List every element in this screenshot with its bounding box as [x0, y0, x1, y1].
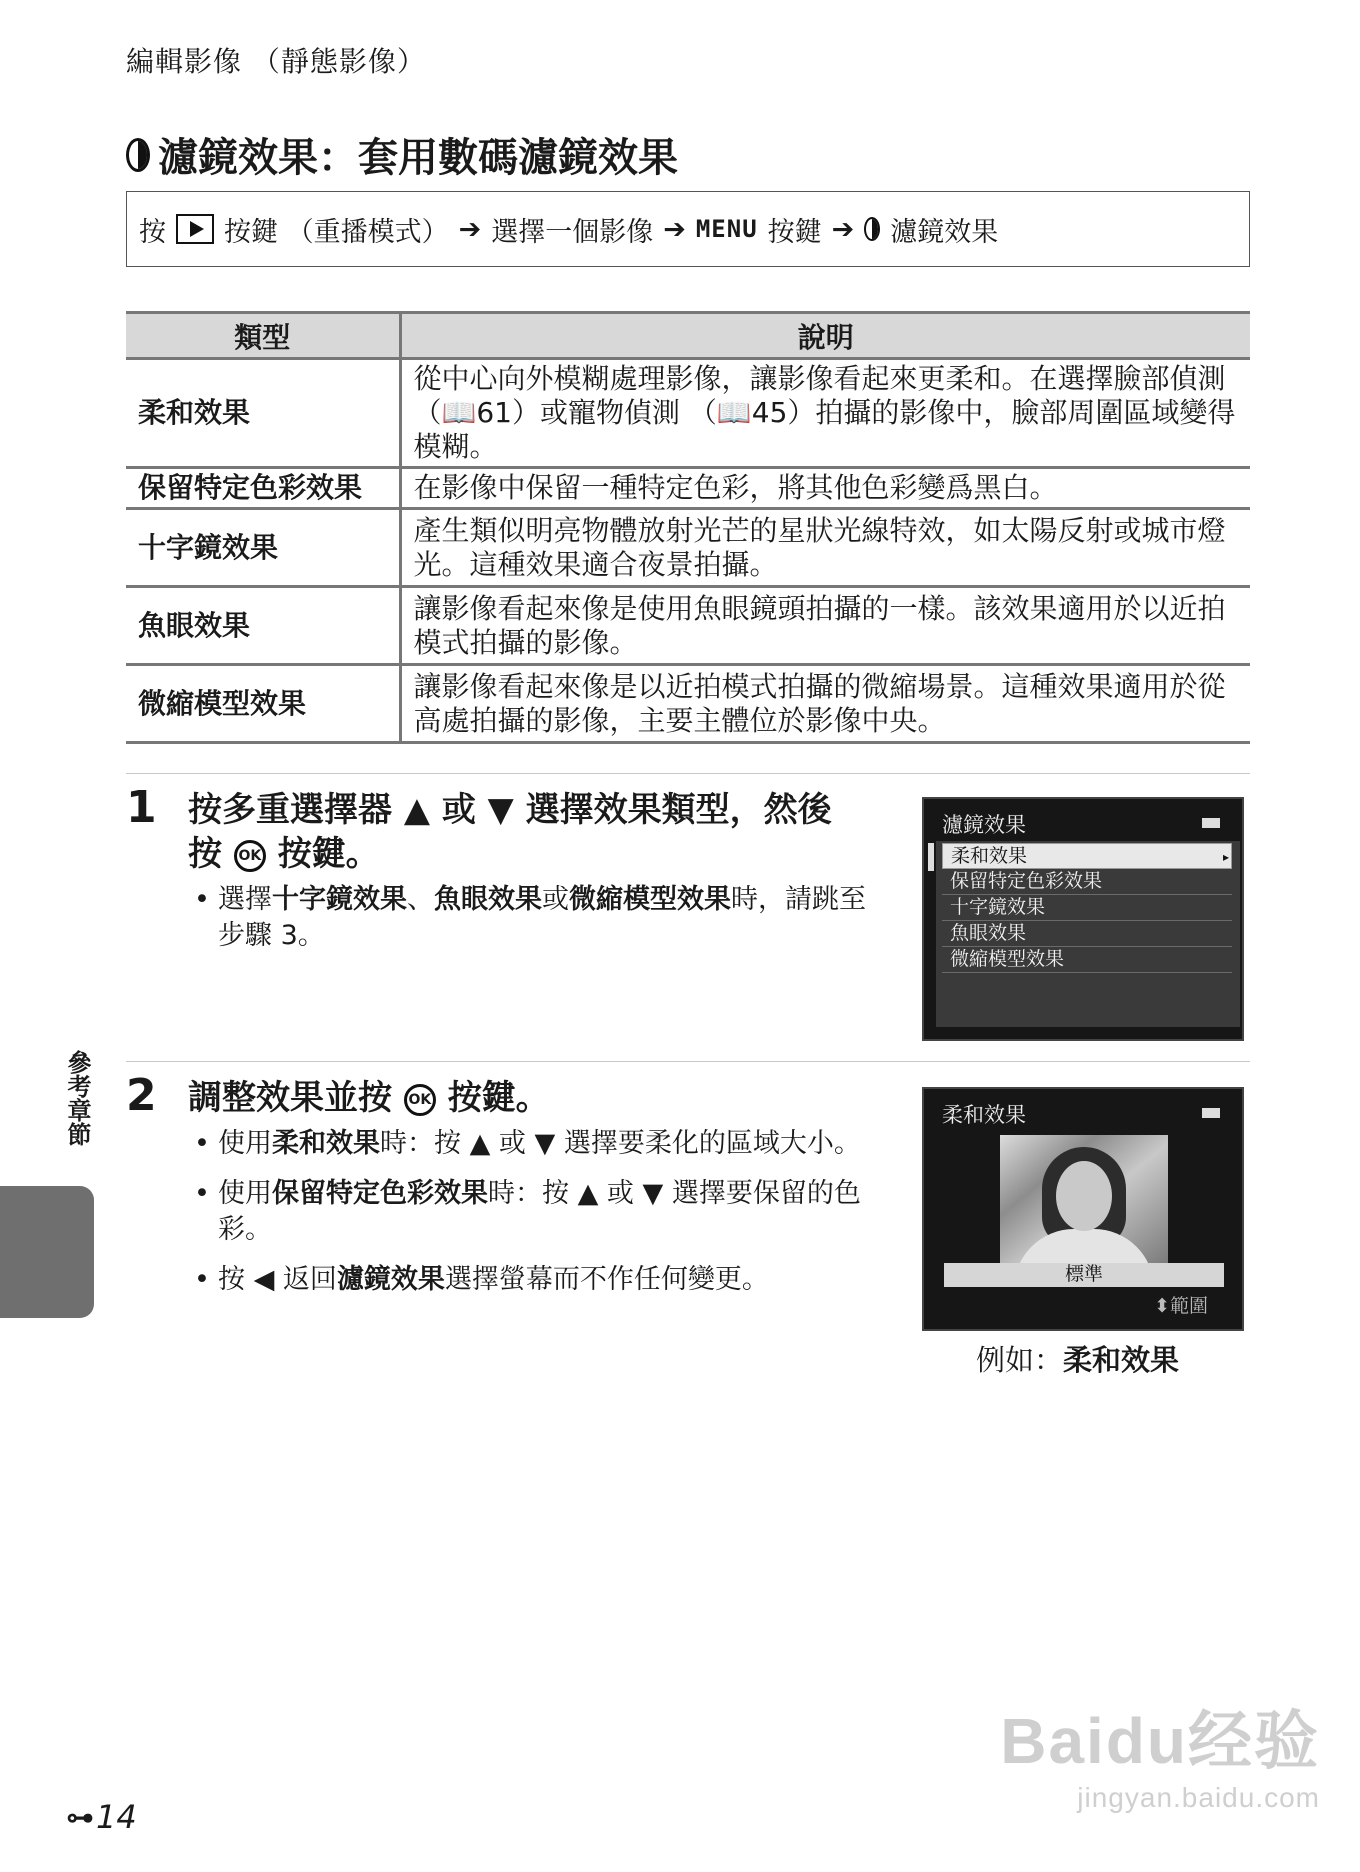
type-cell: 十字鏡效果	[126, 509, 400, 587]
filter-effects-icon	[126, 138, 150, 172]
section-title	[126, 126, 678, 183]
table-row	[126, 468, 1250, 509]
screen-caption: 例如：柔和效果	[976, 1343, 1180, 1377]
nav-key-playback: 按鍵 （重播模式）	[224, 216, 449, 248]
step-1-key: 按鍵。	[277, 834, 380, 874]
range-hint: ⬍範圍	[1154, 1296, 1208, 1317]
nav-filter-effects: 濾鏡效果	[890, 216, 999, 248]
screen-title: 濾鏡效果	[942, 814, 1026, 837]
scroll-indicator	[928, 843, 934, 871]
effect-level-bar[interactable]: 標準	[944, 1263, 1224, 1287]
nav-select-image: 選擇一個影像	[491, 216, 654, 248]
list-item: • 選擇十字鏡效果、魚眼效果或微縮模型效果時，請跳至步驟 3。	[192, 882, 892, 954]
nav-press: 按	[139, 216, 166, 248]
filter-effects-icon	[864, 217, 880, 241]
step-1-number: 1	[126, 782, 157, 833]
type-cell: 保留特定色彩效果	[126, 468, 400, 509]
step-1-instruction	[188, 788, 888, 876]
section-divider	[126, 1061, 1250, 1062]
column-header-description: 說明	[400, 313, 1250, 359]
step-2-number: 2	[126, 1070, 157, 1121]
list-item: • 使用柔和效果時：按 ▲ 或 ▼ 選擇要柔化的區域大小。	[192, 1126, 892, 1162]
step-2-text: 調整效果並按	[188, 1078, 392, 1118]
menu-item-selective-color[interactable]: 保留特定色彩效果	[942, 869, 1232, 895]
list-item: • 按 ◀ 返回濾鏡效果選擇螢幕而不作任何變更。	[192, 1262, 892, 1298]
step-1-press: 按	[188, 834, 222, 874]
arrow-icon: ➔	[831, 213, 855, 245]
chapter-tab-label: 參考章節	[63, 1050, 91, 1146]
arrow-icon: ➔	[663, 213, 686, 245]
step-2-notes	[192, 1126, 892, 1312]
step-2-key: 按鍵。	[447, 1078, 550, 1118]
watermark-logo: Baidu经验	[1000, 1705, 1320, 1777]
nav-key-menu: 按鍵	[767, 216, 822, 248]
table-row	[126, 665, 1250, 743]
page-number-value: 14	[96, 1798, 137, 1836]
section-title-text: 濾鏡效果：套用數碼濾鏡效果	[158, 135, 678, 181]
table-row	[126, 509, 1250, 587]
battery-icon	[1202, 1108, 1220, 1118]
description-cell: 從中心向外模糊處理影像，讓影像看起來更柔和。在選擇臉部偵測 （📖61）或寵物偵測 （📖45）拍攝的影像中，臉部周圍區域變得模糊。	[400, 359, 1250, 468]
type-cell: 柔和效果	[126, 359, 400, 468]
playback-button-icon	[176, 214, 214, 244]
ok-button-icon: OK	[404, 1084, 436, 1116]
nav-menu-label: MENU	[695, 215, 758, 243]
description-cell: 讓影像看起來像是以近拍模式拍攝的微縮場景。這種效果適用於從高處拍攝的影像，主要主體位於影像中央。	[400, 665, 1250, 743]
description-cell: 在影像中保留一種特定色彩，將其他色彩變爲黑白。	[400, 468, 1250, 509]
type-cell: 魚眼效果	[126, 587, 400, 665]
ok-button-icon: OK	[234, 840, 266, 872]
section-divider	[126, 773, 1250, 774]
filter-types-table	[126, 311, 1250, 744]
column-header-type: 類型	[126, 313, 400, 359]
description-cell: 產生類似明亮物體放射光芒的星狀光線特效，如太陽反射或城市燈光。這種效果適合夜景拍攝。	[400, 509, 1250, 587]
watermark	[1000, 1690, 1320, 1814]
chapter-tab	[0, 1186, 94, 1318]
menu-item-fisheye[interactable]: 魚眼效果	[942, 921, 1232, 947]
step-1-line-2	[188, 832, 888, 876]
camera-screen-soft-effect	[922, 1087, 1244, 1331]
list-item: • 使用保留特定色彩效果時：按 ▲ 或 ▼ 選擇要保留的色彩。	[192, 1176, 892, 1248]
menu-item-soft[interactable]: 柔和效果 ▸	[942, 843, 1232, 869]
table-row	[126, 587, 1250, 665]
step-2-instruction	[188, 1076, 888, 1120]
preview-photo	[1000, 1135, 1168, 1265]
description-cell: 讓影像看起來像是使用魚眼鏡頭拍攝的一樣。該效果適用於以近拍模式拍攝的影像。	[400, 587, 1250, 665]
menu-item-cross-screen[interactable]: 十字鏡效果	[942, 895, 1232, 921]
screen-title: 柔和效果	[942, 1104, 1026, 1127]
step-1-line-1: 按多重選擇器 ▲ 或 ▼ 選擇效果類型，然後	[188, 790, 832, 830]
navigation-path	[126, 191, 1250, 267]
watermark-url: jingyan.baidu.com	[1077, 1782, 1320, 1813]
type-cell: 微縮模型效果	[126, 665, 400, 743]
arrow-icon: ➔	[458, 213, 482, 245]
battery-icon	[1202, 818, 1220, 828]
reference-icon: ⊶	[66, 1800, 94, 1834]
camera-screen-filter-menu	[922, 797, 1244, 1041]
table-row	[126, 359, 1250, 468]
page-number	[66, 1798, 137, 1836]
running-header: 編輯影像 （靜態影像）	[126, 45, 426, 78]
menu-item-miniature[interactable]: 微縮模型效果	[942, 947, 1232, 973]
step-1-notes	[192, 882, 892, 968]
